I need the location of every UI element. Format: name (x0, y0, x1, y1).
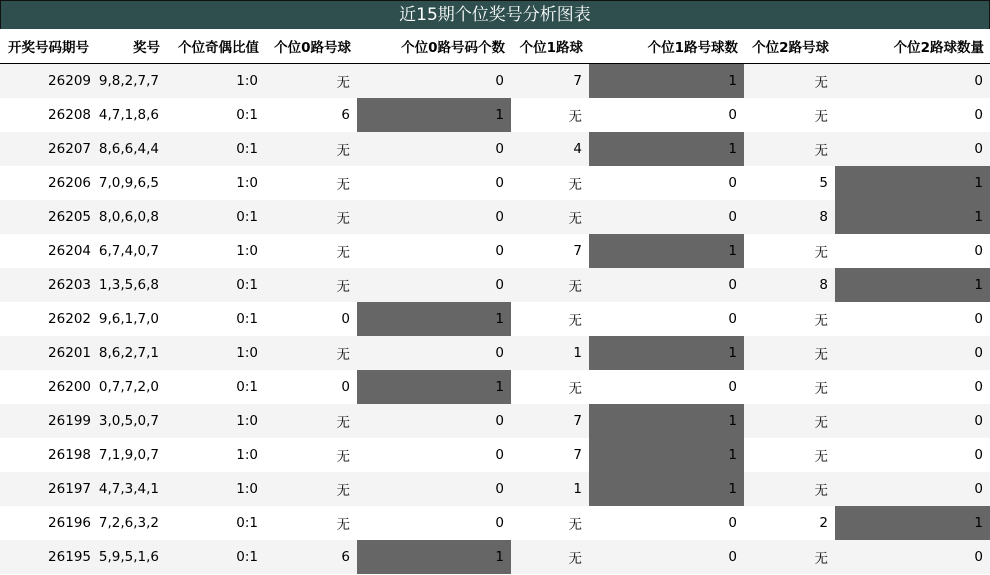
cell-r1-ball: 7 (511, 64, 589, 99)
cell-r0-ball: 无 (265, 132, 357, 166)
cell-r2-ball: 无 (744, 234, 835, 268)
cell-r2-count: 0 (835, 336, 990, 370)
cell-r2-ball: 8 (744, 200, 835, 234)
cell-ratio: 0:1 (166, 98, 265, 132)
cell-r0-count: 0 (357, 336, 511, 370)
table-row (0, 200, 990, 234)
cell-r0-ball: 无 (265, 336, 357, 370)
cell-r0-ball: 6 (265, 98, 357, 132)
cell-r0-count: 1 (357, 302, 511, 336)
cell-r1-ball: 7 (511, 234, 589, 268)
cell-period: 26208 (0, 98, 98, 132)
cell-period: 26204 (0, 234, 98, 268)
cell-r1-ball: 1 (511, 472, 589, 506)
cell-r2-ball: 无 (744, 438, 835, 472)
cell-r1-count: 1 (589, 472, 744, 506)
table-row (0, 404, 990, 438)
cell-ratio: 0:1 (166, 268, 265, 302)
cell-r1-ball: 无 (511, 166, 589, 200)
cell-numbers: 8,6,2,7,1 (98, 336, 166, 370)
cell-r1-ball: 无 (511, 268, 589, 302)
cell-r0-count: 1 (357, 98, 511, 132)
cell-numbers: 6,7,4,0,7 (98, 234, 166, 268)
cell-r0-ball: 无 (265, 506, 357, 540)
cell-r2-ball: 无 (744, 404, 835, 438)
cell-period: 26207 (0, 132, 98, 166)
cell-r2-count: 0 (835, 302, 990, 336)
cell-r0-count: 0 (357, 234, 511, 268)
cell-r1-count: 0 (589, 200, 744, 234)
cell-r2-count: 1 (835, 506, 990, 540)
cell-r2-count: 1 (835, 166, 990, 200)
cell-r2-ball: 无 (744, 132, 835, 166)
cell-r0-count: 0 (357, 506, 511, 540)
table-row (0, 132, 990, 166)
cell-numbers: 9,6,1,7,0 (98, 302, 166, 336)
cell-r2-count: 0 (835, 540, 990, 574)
cell-r2-ball: 无 (744, 540, 835, 574)
column-header-r2-ball: 个位2路号球 (744, 29, 835, 64)
cell-r1-ball: 无 (511, 98, 589, 132)
cell-r2-count: 1 (835, 200, 990, 234)
cell-r1-ball: 无 (511, 540, 589, 574)
cell-r2-count: 0 (835, 234, 990, 268)
cell-r2-count: 0 (835, 132, 990, 166)
cell-r0-count: 0 (357, 268, 511, 302)
table-row (0, 302, 990, 336)
column-header-r0-ball: 个位0路号球 (265, 29, 357, 64)
cell-numbers: 0,7,7,2,0 (98, 370, 166, 404)
table-row (0, 268, 990, 302)
cell-r0-count: 0 (357, 200, 511, 234)
column-header-numbers: 奖号 (98, 29, 166, 64)
cell-r2-ball: 无 (744, 302, 835, 336)
cell-r0-ball: 0 (265, 370, 357, 404)
cell-ratio: 1:0 (166, 234, 265, 268)
cell-r2-ball: 无 (744, 64, 835, 99)
cell-ratio: 1:0 (166, 472, 265, 506)
cell-r2-count: 0 (835, 98, 990, 132)
cell-ratio: 0:1 (166, 132, 265, 166)
table-row (0, 506, 990, 540)
cell-r2-ball: 无 (744, 370, 835, 404)
cell-r1-count: 0 (589, 370, 744, 404)
cell-period: 26203 (0, 268, 98, 302)
cell-r0-ball: 无 (265, 438, 357, 472)
cell-r0-count: 0 (357, 132, 511, 166)
cell-ratio: 1:0 (166, 438, 265, 472)
chart-title: 近15期个位奖号分析图表 (0, 0, 990, 29)
cell-numbers: 4,7,3,4,1 (98, 472, 166, 506)
cell-numbers: 5,9,5,1,6 (98, 540, 166, 574)
column-header-r2-count: 个位2路球数量 (835, 29, 990, 64)
column-header-r1-count: 个位1路号球数 (589, 29, 744, 64)
column-header-r0-count: 个位0路号码个数 (357, 29, 511, 64)
table-row (0, 370, 990, 404)
cell-r1-ball: 无 (511, 506, 589, 540)
table-row (0, 166, 990, 200)
cell-r2-ball: 无 (744, 98, 835, 132)
cell-numbers: 7,1,9,0,7 (98, 438, 166, 472)
cell-r1-count: 1 (589, 438, 744, 472)
cell-ratio: 0:1 (166, 540, 265, 574)
cell-r2-ball: 2 (744, 506, 835, 540)
cell-r2-count: 0 (835, 438, 990, 472)
cell-r1-count: 1 (589, 336, 744, 370)
cell-r0-ball: 无 (265, 234, 357, 268)
cell-r1-count: 1 (589, 132, 744, 166)
table-row (0, 98, 990, 132)
cell-ratio: 1:0 (166, 166, 265, 200)
cell-r1-count: 1 (589, 234, 744, 268)
cell-period: 26205 (0, 200, 98, 234)
cell-r0-ball: 0 (265, 302, 357, 336)
cell-r1-ball: 4 (511, 132, 589, 166)
cell-ratio: 0:1 (166, 200, 265, 234)
cell-numbers: 4,7,1,8,6 (98, 98, 166, 132)
cell-r1-ball: 无 (511, 302, 589, 336)
cell-period: 26195 (0, 540, 98, 574)
cell-ratio: 0:1 (166, 506, 265, 540)
table-row (0, 336, 990, 370)
cell-r0-ball: 无 (265, 64, 357, 99)
cell-ratio: 1:0 (166, 64, 265, 99)
cell-period: 26198 (0, 438, 98, 472)
cell-period: 26199 (0, 404, 98, 438)
cell-numbers: 8,0,6,0,8 (98, 200, 166, 234)
table-body (0, 64, 990, 575)
table-row (0, 438, 990, 472)
cell-r1-count: 0 (589, 268, 744, 302)
cell-period: 26206 (0, 166, 98, 200)
cell-r2-ball: 8 (744, 268, 835, 302)
cell-r2-count: 0 (835, 404, 990, 438)
cell-r0-count: 0 (357, 166, 511, 200)
cell-r2-count: 0 (835, 370, 990, 404)
cell-r0-ball: 6 (265, 540, 357, 574)
cell-r1-count: 1 (589, 404, 744, 438)
cell-r0-ball: 无 (265, 200, 357, 234)
cell-period: 26197 (0, 472, 98, 506)
table-row (0, 472, 990, 506)
column-header-r1-ball: 个位1路球 (511, 29, 589, 64)
cell-numbers: 7,2,6,3,2 (98, 506, 166, 540)
cell-numbers: 9,8,2,7,7 (98, 64, 166, 99)
cell-r1-count: 0 (589, 506, 744, 540)
cell-r1-count: 0 (589, 302, 744, 336)
table-row (0, 234, 990, 268)
cell-numbers: 3,0,5,0,7 (98, 404, 166, 438)
cell-period: 26196 (0, 506, 98, 540)
cell-numbers: 1,3,5,6,8 (98, 268, 166, 302)
cell-numbers: 8,6,6,4,4 (98, 132, 166, 166)
cell-r1-ball: 7 (511, 438, 589, 472)
cell-ratio: 0:1 (166, 302, 265, 336)
table-row (0, 64, 990, 99)
cell-r2-ball: 无 (744, 336, 835, 370)
cell-r1-ball: 7 (511, 404, 589, 438)
cell-r2-ball: 5 (744, 166, 835, 200)
cell-ratio: 1:0 (166, 404, 265, 438)
cell-r0-ball: 无 (265, 404, 357, 438)
cell-r1-ball: 1 (511, 336, 589, 370)
cell-period: 26200 (0, 370, 98, 404)
header-row (0, 29, 990, 64)
cell-r0-count: 0 (357, 472, 511, 506)
cell-r0-ball: 无 (265, 472, 357, 506)
cell-r2-count: 0 (835, 472, 990, 506)
cell-r1-count: 0 (589, 540, 744, 574)
cell-r0-ball: 无 (265, 166, 357, 200)
cell-r2-count: 0 (835, 64, 990, 99)
cell-r0-count: 0 (357, 438, 511, 472)
cell-r0-count: 1 (357, 540, 511, 574)
cell-r2-ball: 无 (744, 472, 835, 506)
cell-r0-count: 0 (357, 64, 511, 99)
cell-period: 26201 (0, 336, 98, 370)
analysis-table (0, 29, 990, 574)
cell-r1-count: 1 (589, 64, 744, 99)
cell-r1-count: 0 (589, 98, 744, 132)
table-row (0, 540, 990, 574)
cell-r0-ball: 无 (265, 268, 357, 302)
cell-r0-count: 0 (357, 404, 511, 438)
cell-r1-count: 0 (589, 166, 744, 200)
column-header-ratio: 个位奇偶比值 (166, 29, 265, 64)
cell-r1-ball: 无 (511, 200, 589, 234)
cell-period: 26202 (0, 302, 98, 336)
cell-ratio: 1:0 (166, 336, 265, 370)
cell-period: 26209 (0, 64, 98, 99)
cell-numbers: 7,0,9,6,5 (98, 166, 166, 200)
column-header-period: 开奖号码期号 (0, 29, 98, 64)
cell-r1-ball: 无 (511, 370, 589, 404)
cell-ratio: 0:1 (166, 370, 265, 404)
cell-r0-count: 1 (357, 370, 511, 404)
cell-r2-count: 1 (835, 268, 990, 302)
